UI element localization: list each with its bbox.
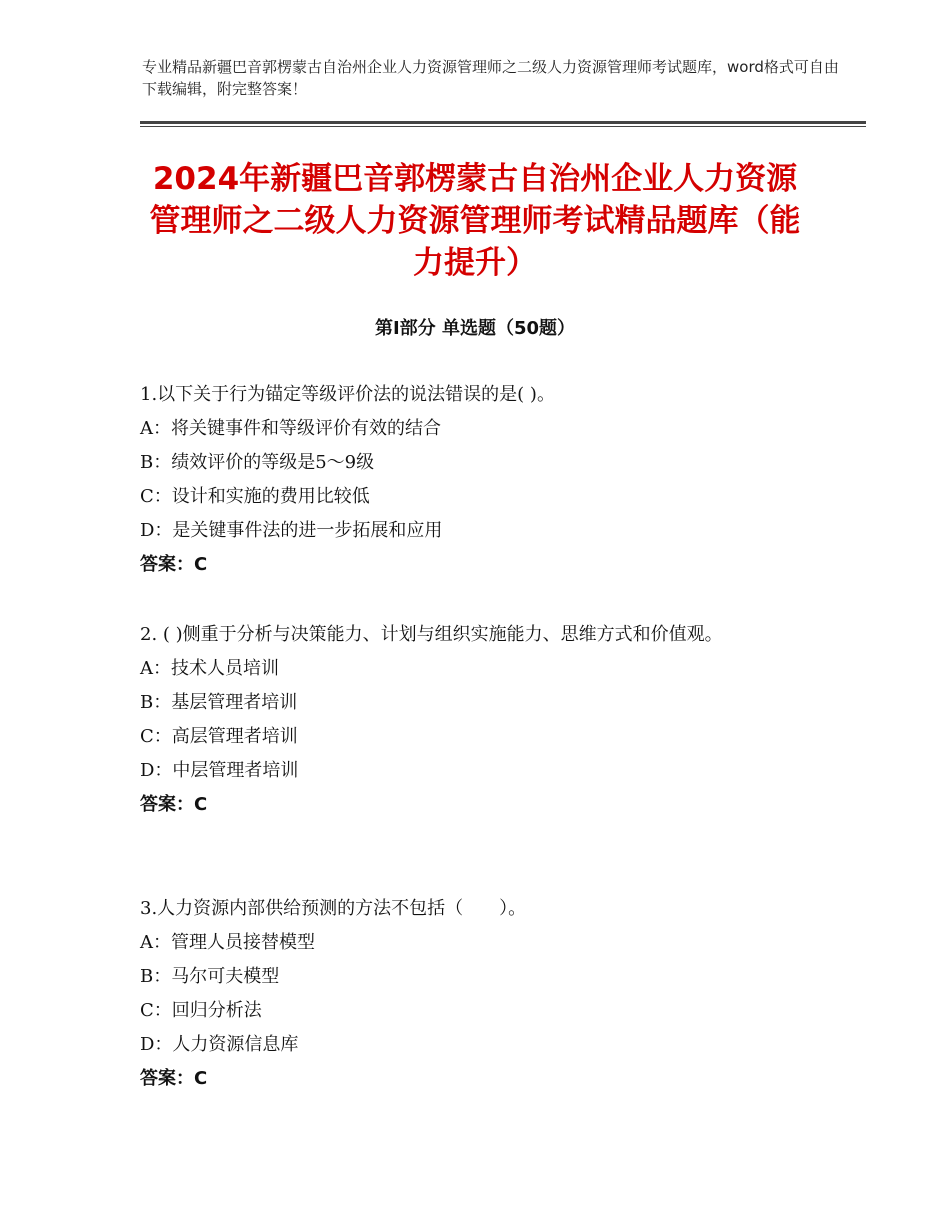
question-2 <box>140 620 820 820</box>
question-option-b: B：马尔可夫模型 <box>140 966 280 987</box>
header-divider-thick <box>140 121 866 124</box>
question-answer: 答案：C <box>140 794 208 815</box>
question-option-c: C：高层管理者培训 <box>140 726 298 747</box>
header-divider-thin <box>140 126 866 127</box>
question-option-a: A：将关键事件和等级评价有效的结合 <box>140 418 441 439</box>
document-title: 2024年新疆巴音郭楞蒙古自治州企业人力资源管理师之二级人力资源管理师考试精品题库（能力提升） <box>149 161 801 281</box>
question-option-d: D：是关键事件法的进一步拓展和应用 <box>140 520 443 541</box>
question-3 <box>140 894 820 1094</box>
question-option-b: B：绩效评价的等级是5～9级 <box>140 452 375 473</box>
question-option-b: B：基层管理者培训 <box>140 692 298 713</box>
question-1 <box>140 380 820 580</box>
section-heading: 第Ⅰ部分 单选题（50题） <box>374 318 575 339</box>
question-stem: 2. ( )侧重于分析与决策能力、计划与组织实施能力、思维方式和价值观。 <box>140 624 723 645</box>
question-answer: 答案：C <box>140 1068 208 1089</box>
question-stem: 1.以下关于行为锚定等级评价法的说法错误的是( )。 <box>140 384 555 405</box>
question-option-a: A：技术人员培训 <box>140 658 279 679</box>
question-option-d: D：中层管理者培训 <box>140 760 299 781</box>
question-stem: 3.人力资源内部供给预测的方法不包括（ ）。 <box>140 898 527 919</box>
question-option-c: C：回归分析法 <box>140 1000 262 1021</box>
question-option-c: C：设计和实施的费用比较低 <box>140 486 370 507</box>
header-note: 专业精品新疆巴音郭楞蒙古自治州企业人力资源管理师之二级人力资源管理师考试题库，word格式可自由下载编辑，附完整答案！ <box>142 58 839 98</box>
question-option-d: D：人力资源信息库 <box>140 1034 299 1055</box>
question-option-a: A：管理人员接替模型 <box>140 932 315 953</box>
question-answer: 答案：C <box>140 554 208 575</box>
